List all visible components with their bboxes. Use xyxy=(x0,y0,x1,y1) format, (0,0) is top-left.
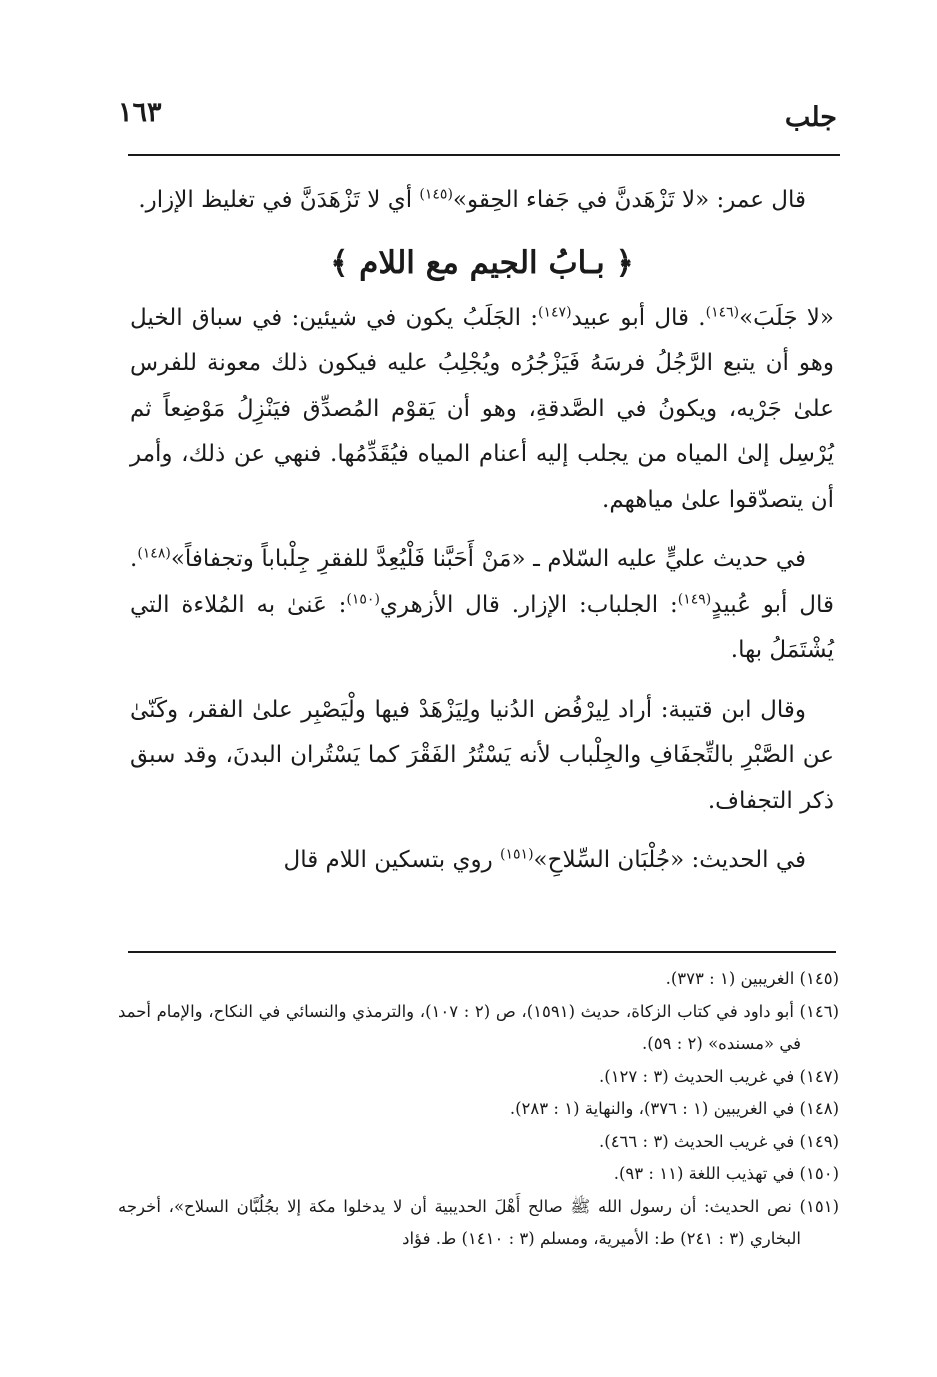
footnote-ref: (١٤٥) xyxy=(419,186,453,203)
footnote-147: (١٤٧) في غريب الحديث (٣ : ١٢٧). xyxy=(599,1066,839,1086)
footnote-148: (١٤٨) في الغريبين (١ : ٣٧٦)، والنهاية (١ : ٢٨٣). xyxy=(509,1099,839,1118)
paragraph-text: : الجلباب: الإزار. قال الأزهري xyxy=(379,591,678,618)
header-divider xyxy=(128,154,840,156)
footnote-149: (١٤٩) في غريب الحديث (٣ : ٤٦٦). xyxy=(599,1131,839,1151)
footnote-ref: (١٥٠) xyxy=(346,590,380,607)
paragraph-text: وقال ابن قتيبة: أراد لِيرْفُض الدُنيا ولِيَزْهَدْ فيها ولْيَصْبِر علىٰ الفقر، وكَنّىٰ عن الصَّبْرِ بالتِّجفَافِ والجِلْباب لأنه يَسْتُرُ الفَقْرَ كما يَسْتُران البدنَ، وقد سبق ذكر التجفاف. xyxy=(130,696,834,814)
paragraph-text: قال عمر: «لا تَزْهَدنَّ في جَفاء الحِقو» xyxy=(452,187,806,213)
footnote-divider xyxy=(128,951,836,953)
paragraph-text: روي بتسكين اللام قال xyxy=(283,847,501,873)
paragraph-text: : عَنىٰ به المُلاءة التي يُشْتَمَلُ بها. xyxy=(130,591,834,663)
footnote-151: (١٥١) نص الحديث: أن رسول الله ﷺ صالح أَهْلَ الحديبية أن لا يدخلوا مكة إلا بجُلُبَّان السلاح»، أخرجه البخاري (٣ : ٢٤١) ط: الأميرية، ومسلم (٣ : ١٤١٠) ط. فؤاد xyxy=(118,1196,839,1248)
paragraph-text: . قال أبو عبيد xyxy=(571,304,706,331)
running-header-title: جلب xyxy=(784,102,837,133)
main-text xyxy=(130,178,834,898)
paragraph-text: : الجَلَبُ يكون في شيئين: في سباق الخيل وهو أن يتبع الرَّجُلُ فرسَهُ فَيَزْجُرُه ويُجْلِبُ عليه فيكون ذلك معونة للفرس علىٰ جَرْيه، ويكونُ في الصَّدقةِ، وهو أن يَقوْم المُصدِّق فيَنْزِلُ مَوْضِعاً ثم يُرْسِل إلىٰ المياه من يجلب إليه أعنام المياه فيُقَدِّمُها. فنهي عن ذلك، وأمر أن يتصدّقوا علىٰ مياههم. xyxy=(130,304,834,513)
footnote-ref: (١٥١) xyxy=(500,846,534,863)
page-number: ١٦٣ xyxy=(118,97,162,128)
footnote-ref: (١٤٩) xyxy=(677,590,712,607)
paragraph-text: في الحديث: «جُلْبَان السِّلاحِ» xyxy=(533,847,806,873)
footnote-ref: (١٤٦) xyxy=(705,303,740,320)
paragraph-ibn-qutayba xyxy=(130,688,834,825)
paragraph-ali xyxy=(130,537,834,674)
footnote-145: (١٤٥) الغريبين (١ : ٣٧٣). xyxy=(665,969,839,988)
footnote-ref: (١٤٨) xyxy=(137,545,171,562)
footnotes xyxy=(118,963,839,1256)
footnote-150: (١٥٠) في تهذيب اللغة (١١ : ٩٣). xyxy=(613,1164,839,1183)
paragraph-text: في حديث عليٍّ عليه السّلام ـ «مَنْ أَحَبَّنا فَلْيُعِدَّ للفقرِ جِلْباباً وتجفافاً» xyxy=(170,546,806,572)
paragraph-jalab xyxy=(130,296,834,524)
footnote-ref: (١٤٧) xyxy=(538,303,572,320)
paragraph-text: أي لا تَزْهَدَنَّ في تغليظ الإزار. xyxy=(138,187,420,213)
footnote-146: (١٤٦) أبو داود في كتاب الزكاة، حديث (١٥٩١)، ص (٢ : ١٠٧)، والترمذي والنسائي في النكاح، والإمام أحمد في «مسنده» (٢ : ٥٩). xyxy=(118,1001,839,1053)
chapter-heading: ﴿ بـابُ الجيم مع اللام ﴾ xyxy=(330,244,634,281)
paragraph-text: . قال أبو عُبيدٍ xyxy=(130,546,834,618)
paragraph-julban xyxy=(130,838,834,884)
quoted-term: «لا جَلَبَ» xyxy=(739,304,834,331)
paragraph-umar xyxy=(130,178,834,224)
